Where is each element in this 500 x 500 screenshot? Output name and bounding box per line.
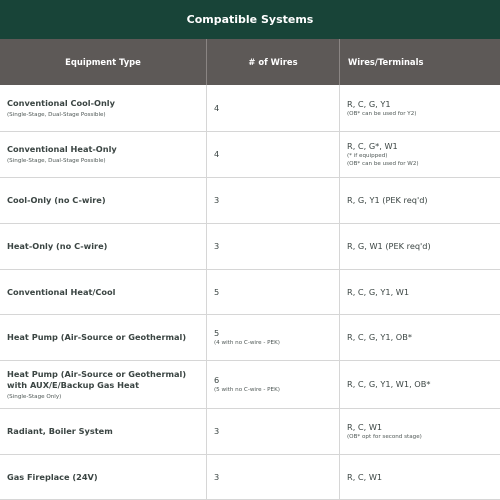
equipment-type: Conventional Cool-Only [7, 97, 115, 108]
title-text: Compatible Systems [186, 13, 314, 26]
wires-count: 3 [214, 241, 220, 251]
wires-count-cell [207, 224, 340, 269]
wires-count: 5 [214, 286, 220, 297]
equipment-type-cell [0, 178, 207, 223]
header-equipment: Equipment Type [0, 39, 207, 85]
wires-count: 3 [214, 426, 220, 436]
equipment-type: Gas Fireplace (24V) [7, 471, 98, 482]
wires-count: 3 [214, 471, 220, 482]
terminals: R, G, Y1 (PEK req'd) [347, 195, 428, 205]
wires-count-cell [207, 85, 340, 131]
table-row [0, 361, 500, 409]
terminals-cell [340, 178, 500, 223]
terminals: R, C, W1 [347, 422, 383, 432]
table-row [0, 178, 500, 224]
terminals: R, C, W1 [347, 471, 383, 482]
terminals-cell [340, 270, 500, 314]
terminals: R, C, G*, W1 [347, 141, 398, 151]
terminals-cell [340, 315, 500, 360]
header-wires: # of Wires [207, 39, 340, 85]
equipment-type: Cool-Only (no C-wire) [7, 195, 106, 205]
wires-count: 4 [214, 149, 220, 159]
terminals: R, G, W1 (PEK req'd) [347, 241, 431, 251]
equipment-type-cell [0, 85, 207, 131]
table-row [0, 85, 500, 132]
wires-note: (5 with no C-wire - PEK) [214, 387, 280, 393]
equipment-type: Radiant, Boiler System [7, 426, 113, 436]
wires-count: 5 [214, 328, 220, 338]
terminals: R, C, G, Y1, OB* [347, 332, 412, 342]
table-row [0, 455, 500, 500]
equipment-subtitle: (Single-Stage Only) [7, 393, 62, 400]
terminals-cell [340, 455, 500, 499]
terminals-cell [340, 132, 500, 177]
terminals-note: (OB* opt for second stage) [347, 434, 422, 440]
wires-count-cell [207, 361, 340, 408]
equipment-type-cell [0, 409, 207, 454]
terminals-note: (* if equipped) [347, 153, 388, 159]
table-title [0, 0, 500, 39]
table-row [0, 224, 500, 270]
equipment-type-cell [0, 270, 207, 314]
wires-count-cell [207, 178, 340, 223]
terminals-cell [340, 361, 500, 408]
wires-count: 6 [214, 375, 220, 385]
terminals-note: (OB* can be used for W2) [347, 161, 419, 167]
table-row [0, 270, 500, 315]
terminals-cell [340, 409, 500, 454]
equipment-type: Heat Pump (Air-Source or Geothermal) with AUX/E/Backup Gas Heat [7, 368, 187, 390]
header-terminals: Wires/Terminals [348, 57, 424, 67]
equipment-type: Heat Pump (Air-Source or Geothermal) [7, 332, 187, 342]
terminals: R, C, G, Y1, W1 [347, 286, 410, 297]
wires-count-cell [207, 409, 340, 454]
wires-count: 4 [214, 102, 220, 113]
equipment-type-cell [0, 315, 207, 360]
terminals-cell [340, 85, 500, 131]
equipment-type-cell [0, 361, 207, 408]
terminals-cell [340, 224, 500, 269]
table-body [0, 85, 500, 500]
terminals: R, C, G, Y1, W1, OB* [347, 379, 431, 389]
equipment-subtitle: (Single-Stage, Dual-Stage Possible) [7, 158, 106, 164]
equipment-type-cell [0, 455, 207, 499]
wires-count-cell [207, 455, 340, 499]
equipment-type-cell [0, 224, 207, 269]
table-header [0, 39, 500, 85]
table-row [0, 132, 500, 178]
table-row [0, 315, 500, 361]
equipment-type-cell [0, 132, 207, 177]
wires-note: (4 with no C-wire - PEK) [214, 340, 280, 346]
wires-count-cell [207, 132, 340, 177]
terminals-note: (OB* can be used for Y2) [347, 110, 417, 117]
terminals: R, C, G, Y1 [347, 98, 391, 109]
equipment-type: Conventional Heat-Only [7, 144, 117, 154]
wires-count: 3 [214, 195, 220, 205]
equipment-type: Heat-Only (no C-wire) [7, 241, 108, 251]
wires-count-cell [207, 270, 340, 314]
equipment-type: Conventional Heat/Cool [7, 286, 116, 297]
table-row [0, 409, 500, 455]
equipment-subtitle: (Single-Stage, Dual-Stage Possible) [7, 111, 106, 118]
wires-count-cell [207, 315, 340, 360]
